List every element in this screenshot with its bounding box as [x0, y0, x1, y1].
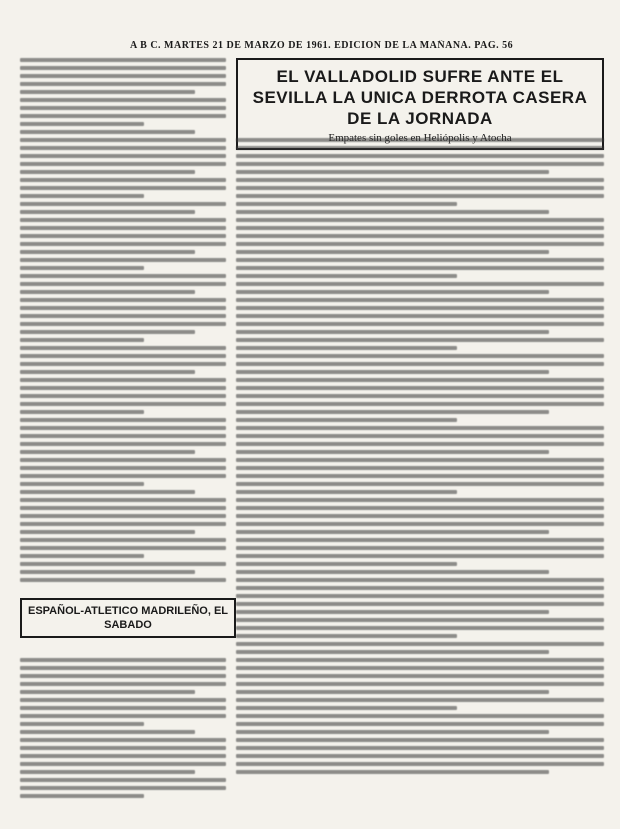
text-line	[20, 346, 226, 350]
text-line	[20, 338, 144, 342]
text-line	[20, 786, 226, 790]
text-line	[20, 122, 144, 126]
text-line	[20, 66, 226, 70]
text-line	[20, 674, 226, 678]
text-line	[236, 570, 549, 574]
text-line	[236, 522, 604, 526]
text-line	[20, 154, 226, 158]
text-line	[236, 594, 604, 598]
text-line	[236, 338, 604, 342]
main-headline: EL VALLADOLID SUFRE ANTE EL SEVILLA LA UNICA DERROTA CASERA DE LA JORNADA	[252, 67, 588, 128]
left-box-article-text	[20, 658, 226, 802]
text-line	[236, 418, 457, 422]
text-line	[20, 130, 195, 134]
left-box-headline: ESPAÑOL-ATLETICO MADRILEÑO, EL SABADO	[20, 598, 236, 638]
text-line	[236, 154, 604, 158]
text-line	[236, 554, 604, 558]
text-line	[236, 250, 549, 254]
text-line	[236, 386, 604, 390]
text-line	[236, 162, 604, 166]
text-line	[20, 426, 226, 430]
text-line	[236, 458, 604, 462]
text-line	[236, 610, 549, 614]
text-line	[20, 218, 226, 222]
text-line	[236, 186, 604, 190]
text-line	[20, 226, 226, 230]
text-line	[236, 586, 604, 590]
text-line	[236, 738, 604, 742]
text-line	[236, 466, 604, 470]
text-line	[20, 322, 226, 326]
text-line	[20, 458, 226, 462]
text-line	[236, 226, 604, 230]
text-line	[236, 490, 457, 494]
text-line	[20, 530, 195, 534]
text-line	[20, 90, 195, 94]
text-line	[20, 306, 226, 310]
text-line	[236, 362, 604, 366]
text-line	[236, 290, 549, 294]
text-line	[236, 410, 549, 414]
text-line	[20, 506, 226, 510]
text-line	[20, 442, 226, 446]
text-line	[236, 626, 604, 630]
right-column	[236, 58, 604, 808]
text-line	[20, 314, 226, 318]
text-line	[236, 442, 604, 446]
text-line	[20, 554, 144, 558]
text-line	[20, 58, 226, 62]
text-line	[20, 682, 226, 686]
text-line	[236, 210, 549, 214]
text-line	[20, 378, 226, 382]
text-line	[236, 690, 549, 694]
text-line	[20, 562, 226, 566]
text-line	[20, 778, 226, 782]
text-line	[236, 274, 457, 278]
text-line	[236, 178, 604, 182]
text-line	[236, 450, 549, 454]
text-line	[20, 698, 226, 702]
text-line	[236, 650, 549, 654]
text-line	[236, 546, 604, 550]
text-line	[20, 794, 144, 798]
text-line	[236, 330, 549, 334]
text-line	[20, 386, 226, 390]
text-line	[20, 234, 226, 238]
text-line	[20, 362, 226, 366]
text-line	[236, 482, 604, 486]
text-line	[20, 354, 226, 358]
text-line	[236, 706, 457, 710]
text-line	[236, 346, 457, 350]
text-line	[20, 98, 226, 102]
text-line	[20, 394, 226, 398]
text-line	[20, 490, 195, 494]
text-line	[236, 138, 604, 142]
text-line	[20, 450, 195, 454]
text-line	[20, 210, 195, 214]
text-line	[236, 578, 604, 582]
text-line	[20, 146, 226, 150]
text-line	[20, 762, 226, 766]
text-line	[20, 298, 226, 302]
text-line	[236, 730, 549, 734]
text-line	[236, 506, 604, 510]
text-line	[236, 762, 604, 766]
text-line	[236, 202, 457, 206]
text-line	[236, 538, 604, 542]
text-line	[20, 658, 226, 662]
text-line	[20, 242, 226, 246]
text-line	[236, 218, 604, 222]
text-line	[236, 562, 457, 566]
text-line	[236, 754, 604, 758]
text-line	[20, 138, 226, 142]
text-line	[236, 514, 604, 518]
text-line	[236, 658, 604, 662]
text-line	[20, 178, 226, 182]
text-line	[20, 114, 226, 118]
text-line	[20, 746, 226, 750]
text-line	[236, 146, 604, 150]
text-line	[20, 754, 226, 758]
text-line	[20, 330, 195, 334]
text-line	[20, 274, 226, 278]
text-line	[20, 106, 226, 110]
text-line	[20, 402, 226, 406]
text-line	[236, 530, 549, 534]
text-line	[20, 714, 226, 718]
text-line	[236, 682, 604, 686]
text-line	[20, 370, 195, 374]
text-line	[20, 522, 226, 526]
text-line	[20, 410, 144, 414]
text-line	[20, 570, 195, 574]
text-line	[236, 714, 604, 718]
text-line	[236, 370, 549, 374]
text-line	[236, 354, 604, 358]
text-line	[236, 770, 549, 774]
text-line	[236, 322, 604, 326]
text-line	[236, 722, 604, 726]
text-line	[236, 266, 604, 270]
text-line	[236, 306, 604, 310]
text-line	[20, 282, 226, 286]
text-line	[20, 250, 195, 254]
text-line	[20, 202, 226, 206]
text-line	[236, 402, 604, 406]
text-line	[236, 642, 604, 646]
text-line	[236, 634, 457, 638]
text-line	[20, 194, 144, 198]
text-line	[236, 618, 604, 622]
text-line	[236, 666, 604, 670]
text-line	[236, 314, 604, 318]
text-line	[20, 666, 226, 670]
text-line	[236, 674, 604, 678]
text-line	[20, 186, 226, 190]
text-line	[236, 434, 604, 438]
text-line	[236, 498, 604, 502]
text-line	[236, 426, 604, 430]
text-line	[20, 290, 195, 294]
text-line	[20, 258, 226, 262]
text-line	[20, 466, 226, 470]
text-line	[20, 74, 226, 78]
text-line	[20, 82, 226, 86]
text-line	[20, 706, 226, 710]
headline-box	[236, 58, 604, 150]
text-line	[20, 578, 226, 582]
left-article-text	[20, 58, 226, 586]
text-line	[20, 770, 195, 774]
right-article-text	[236, 138, 604, 778]
text-line	[236, 282, 604, 286]
masthead: A B C. MARTES 21 DE MARZO DE 1961. EDICION DE LA MAÑANA. PAG. 56	[130, 40, 514, 51]
text-line	[236, 698, 604, 702]
text-line	[236, 242, 604, 246]
text-line	[20, 738, 226, 742]
text-line	[236, 394, 604, 398]
text-line	[20, 546, 226, 550]
text-line	[236, 194, 604, 198]
text-line	[236, 474, 604, 478]
text-line	[20, 690, 195, 694]
text-line	[20, 266, 144, 270]
text-line	[20, 482, 144, 486]
text-line	[20, 498, 226, 502]
text-line	[20, 418, 226, 422]
text-line	[20, 162, 226, 166]
text-line	[236, 298, 604, 302]
left-column	[20, 58, 230, 808]
text-line	[236, 234, 604, 238]
text-line	[20, 722, 144, 726]
text-line	[236, 746, 604, 750]
text-line	[20, 730, 195, 734]
text-line	[20, 170, 195, 174]
text-line	[236, 258, 604, 262]
text-line	[236, 378, 604, 382]
text-line	[20, 538, 226, 542]
text-line	[20, 514, 226, 518]
text-line	[236, 170, 549, 174]
text-line	[236, 602, 604, 606]
text-line	[20, 434, 226, 438]
text-line	[20, 474, 226, 478]
